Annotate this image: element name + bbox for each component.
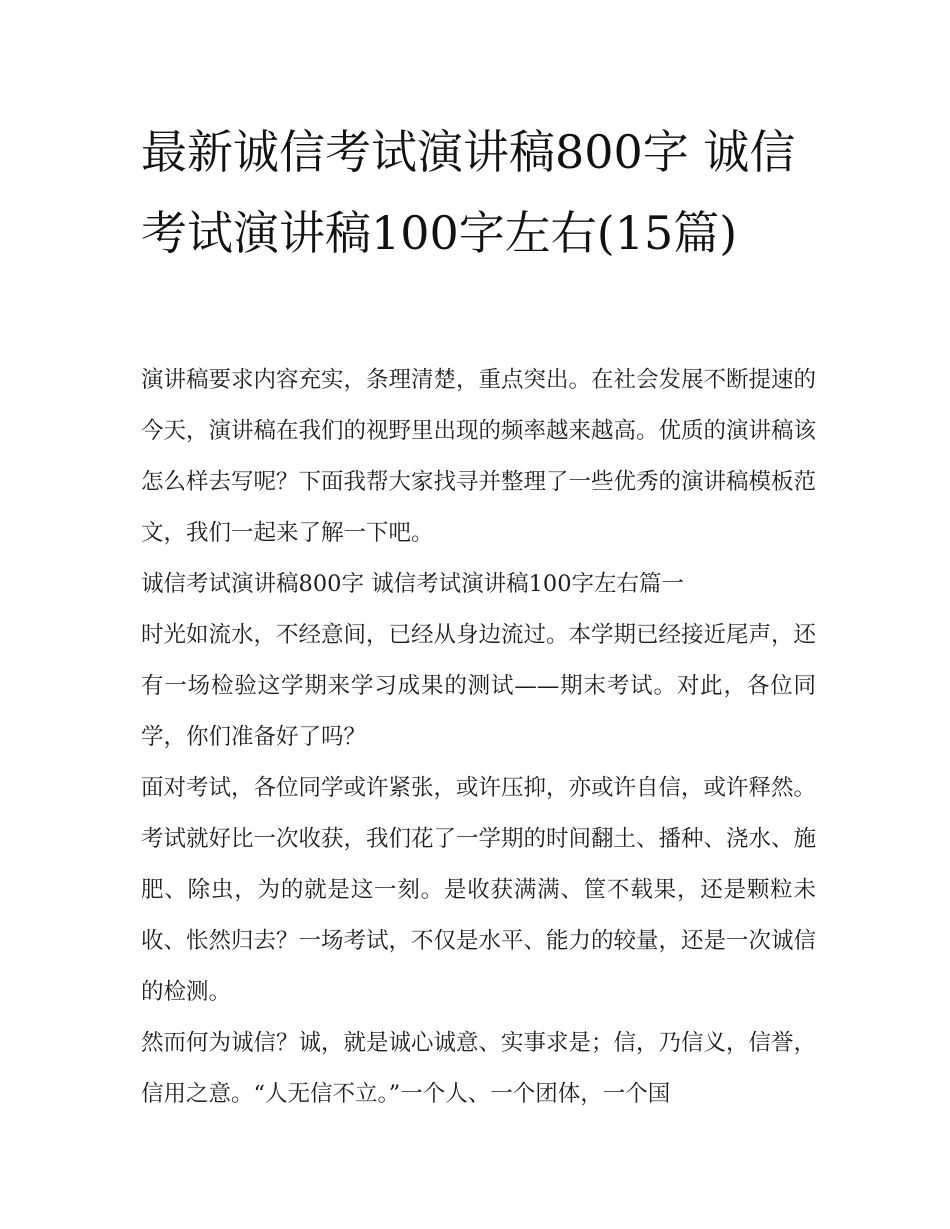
document-page <box>141 112 816 1120</box>
body-paragraph: 然而何为诚信？诚，就是诚心诚意、实事求是；信，乃信义，信誉，信用之意。“人无信不立。”一个人、一个团体，一个国 <box>141 1030 817 1107</box>
body-paragraph: 时光如流水，不经意间，已经从身边流过。本学期已经接近尾声，还有一场检验这学期来学习成果的测试——期末考试。对此，各位同学，你们准备好了吗？ <box>141 622 817 750</box>
document-title: 最新诚信考试演讲稿800字 诚信考试演讲稿100字左右(15篇) <box>141 125 796 260</box>
body-paragraph: 面对考试，各位同学或许紧张，或许压抑，亦或许自信，或许释然。考试就好比一次收获，我们花了一学期的时间翻土、播种、浇水、施肥、除虫，为的就是这一刻。是收获满满、筐不载果，还是颗粒未收、怅然归去？一场考试，不仅是水平、能力的较量，还是一次诚信的检测。 <box>141 775 817 1005</box>
section-heading: 诚信考试演讲稿800字 诚信考试演讲稿100字左右篇一 <box>141 571 685 597</box>
intro-paragraph: 演讲稿要求内容充实，条理清楚，重点突出。在社会发展不断提速的今天，演讲稿在我们的视野里出现的频率越来越高。优质的演讲稿该怎么样去写呢？下面我帮大家找寻并整理了一些优秀的演讲稿模板范文，我们一起来了解一下吧。 <box>141 367 817 546</box>
